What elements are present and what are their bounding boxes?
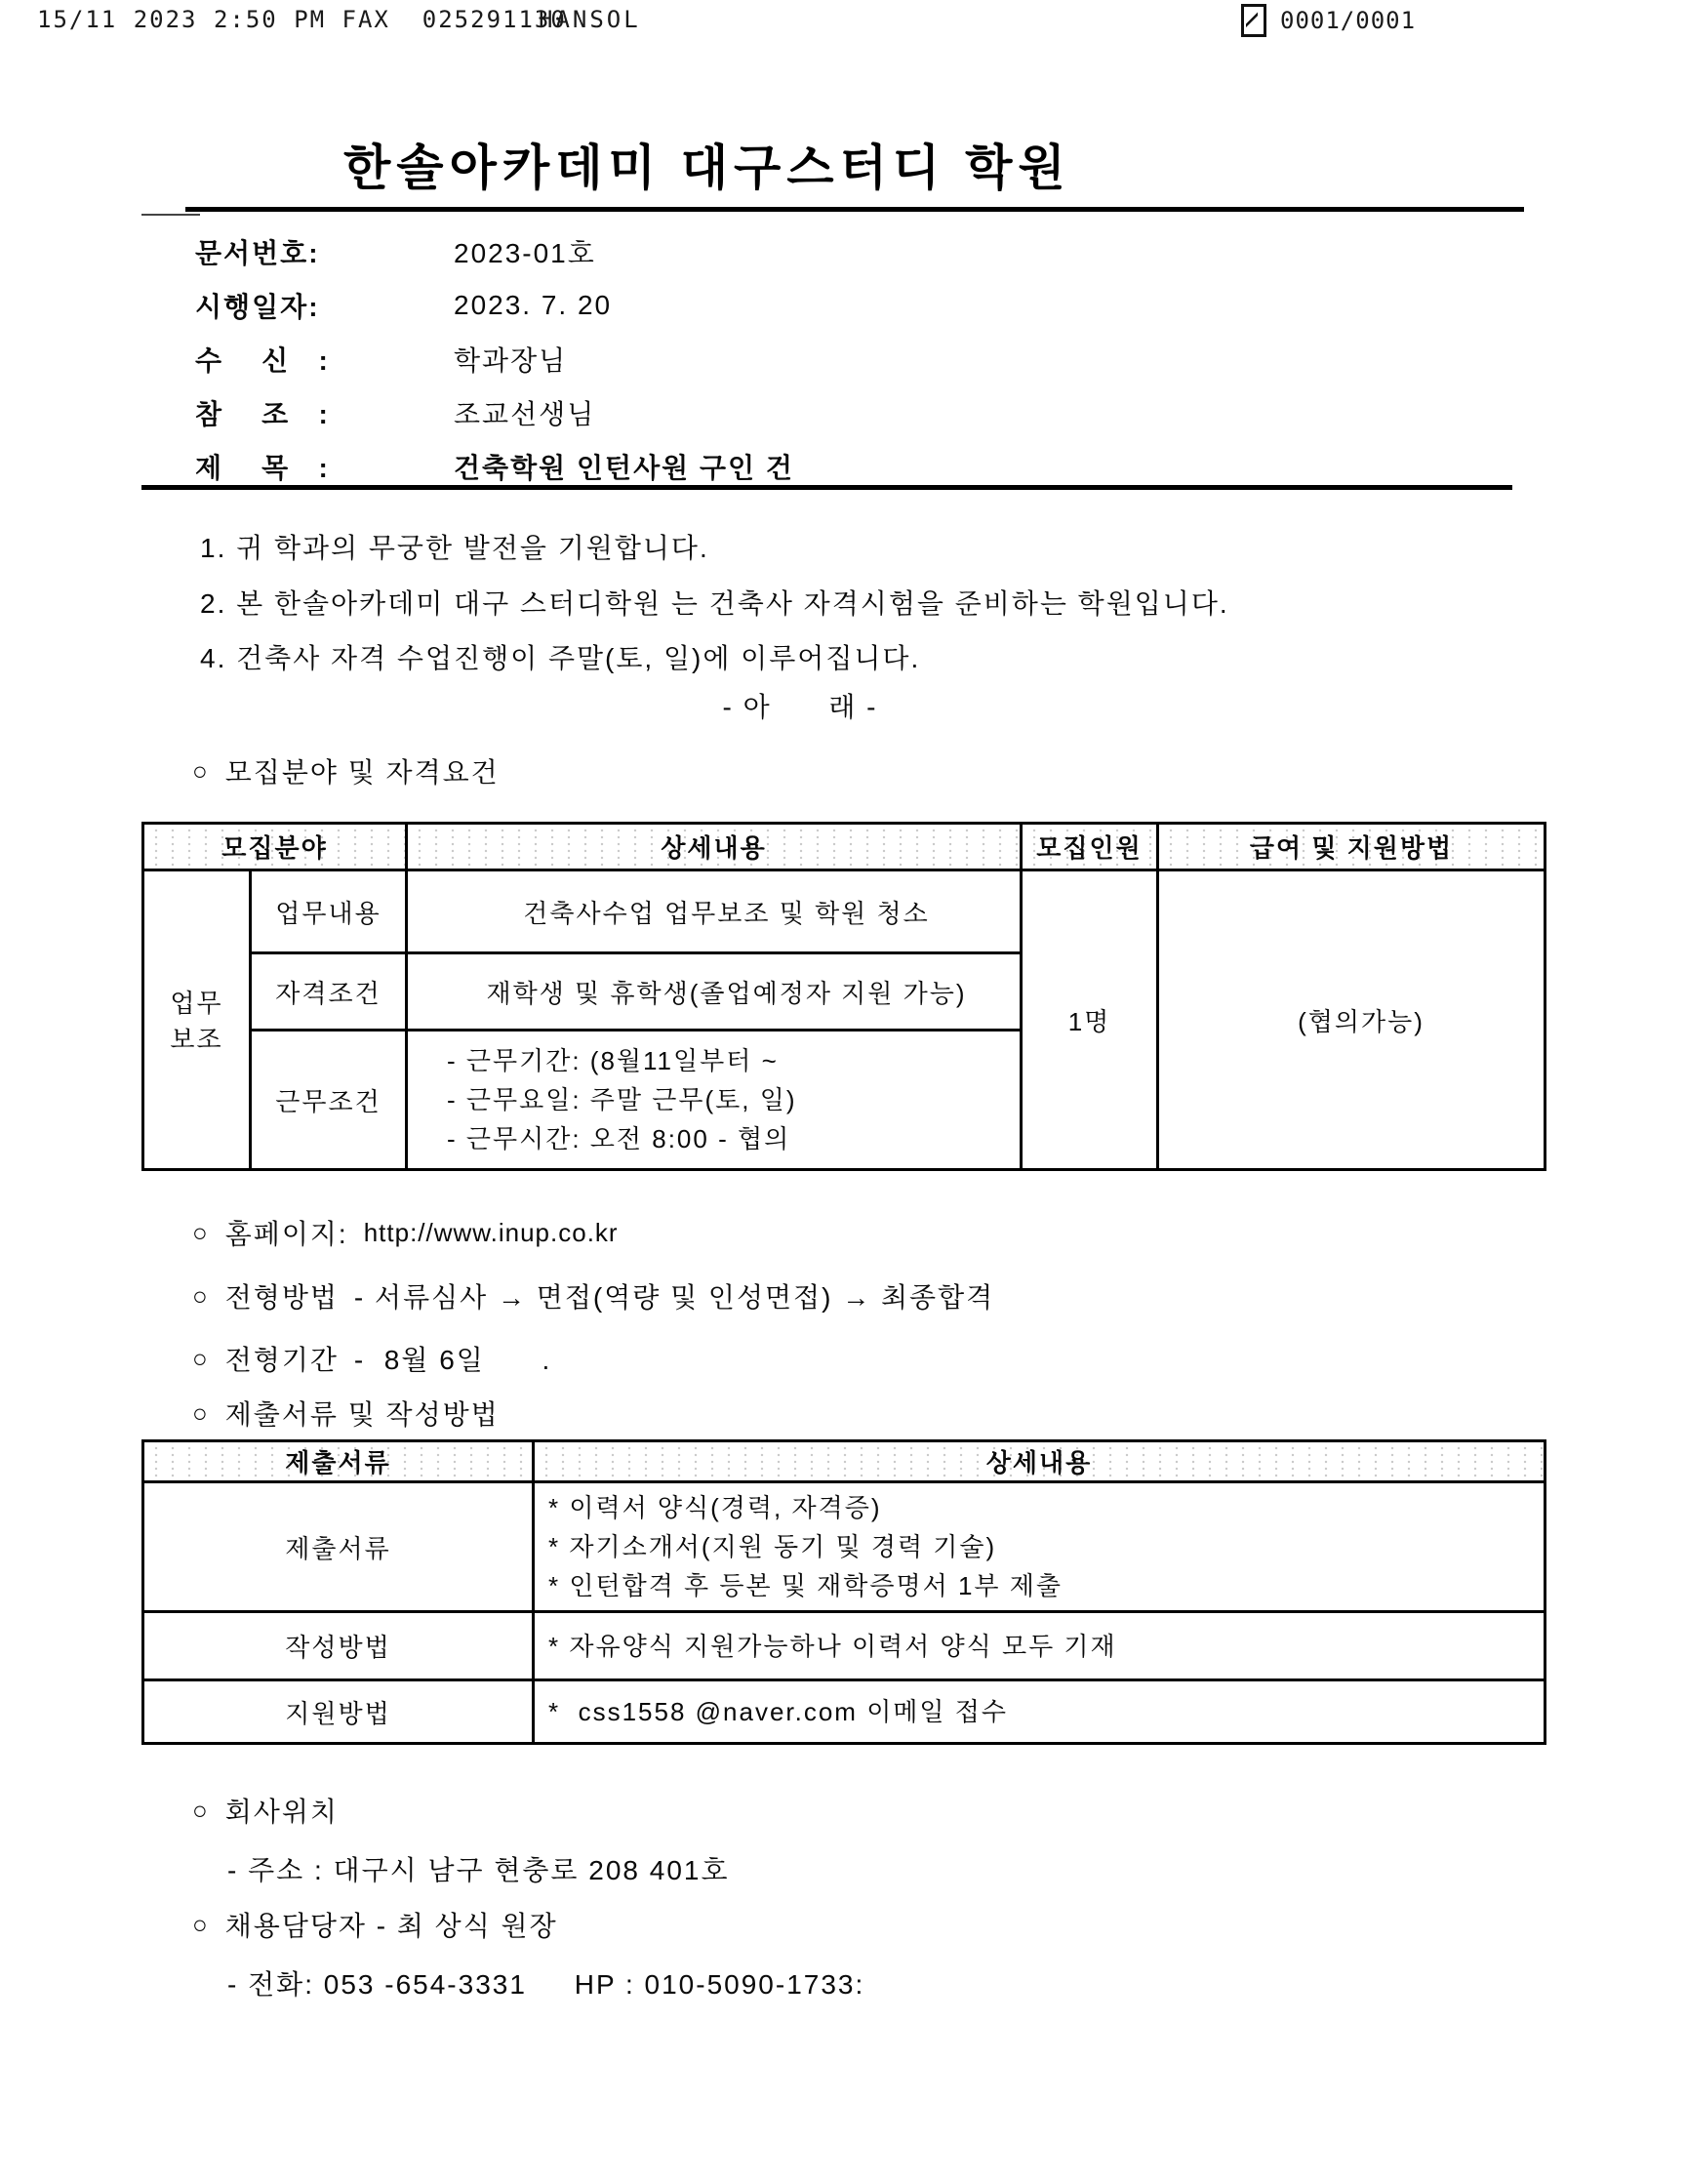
meta-recipient bbox=[195, 332, 794, 385]
table-row bbox=[143, 870, 1546, 953]
cell-row-label: 자격조건 bbox=[251, 953, 407, 1031]
cell-row-label: 지원방법 bbox=[143, 1680, 534, 1744]
cell-pay: (협의가능) bbox=[1158, 870, 1546, 1170]
meta-label: 참 조 : bbox=[195, 398, 330, 429]
address-line: - 주소 : 대구시 남구 현충로 208 401호 bbox=[227, 1855, 730, 1885]
process-text: - 서류심사 → 면접(역량 및 인성면접) → 최종합격 bbox=[353, 1282, 995, 1313]
cell-row-label: 근무조건 bbox=[251, 1031, 407, 1170]
recruit-table bbox=[141, 822, 1546, 1171]
col-header-field: 모집분야 bbox=[143, 824, 407, 870]
meta-label: 제 목 : bbox=[195, 452, 330, 483]
body-line-3: 4. 건축사 자격 수업진행이 주말(토, 일)에 이루어집니다. bbox=[200, 643, 921, 673]
circle-bullet: ○ bbox=[192, 1909, 210, 1939]
phone-line: - 전화: 053 -654-3331 HP : 010-5090-1733: bbox=[227, 1969, 865, 2000]
section-title-text: 채용담당자 - 최 상식 원장 bbox=[224, 1911, 558, 1941]
recruit-table-header-row bbox=[143, 824, 1546, 870]
cell-category: 업무보조 bbox=[143, 870, 251, 1170]
circle-bullet: ○ bbox=[192, 1280, 210, 1311]
meta-cc bbox=[195, 385, 794, 439]
contact-section-title bbox=[192, 1905, 558, 1944]
period-text: - 8월 6일 . bbox=[353, 1345, 552, 1375]
documents-table-header-row bbox=[143, 1441, 1546, 1482]
process-line bbox=[192, 1276, 994, 1315]
work-hours-line: - 근무시간: 오전 8:00 - 협의 bbox=[447, 1124, 791, 1153]
circle-bullet: ○ bbox=[192, 1217, 210, 1247]
circle-bullet: ○ bbox=[192, 1343, 210, 1373]
col-header-headcount: 모집인원 bbox=[1022, 824, 1158, 870]
period-label: 전형기간 bbox=[224, 1345, 339, 1375]
table-row bbox=[143, 1680, 1546, 1744]
body-line-1: 1. 귀 학과의 무궁한 발전을 기원합니다. bbox=[200, 533, 709, 563]
cell-row-content bbox=[407, 1031, 1022, 1170]
meta-label: 문서번호: bbox=[195, 237, 320, 268]
meta-label: 시행일자: bbox=[195, 291, 320, 322]
section-recruit-title bbox=[192, 751, 500, 790]
section-title-text: 회사위치 bbox=[224, 1797, 339, 1827]
table-row bbox=[143, 1482, 1546, 1612]
fax-page-count: 0001/0001 bbox=[1280, 7, 1417, 34]
col-header-detail: 상세내용 bbox=[534, 1441, 1546, 1482]
below-label: - 아 래 - bbox=[722, 692, 878, 722]
homepage-line bbox=[192, 1213, 619, 1252]
header-divider bbox=[141, 485, 1512, 490]
location-section-title bbox=[192, 1791, 339, 1830]
cell-row-label: 작성방법 bbox=[143, 1612, 534, 1680]
meta-value: 2023-01호 bbox=[454, 237, 596, 268]
fax-page-icon bbox=[1241, 4, 1266, 37]
section-title-text: 모집분야 및 자격요건 bbox=[224, 757, 500, 788]
meta-label: 수 신 : bbox=[195, 344, 330, 376]
document-title: 한솔아카데미 대구스터디 학원 bbox=[343, 141, 1071, 195]
fax-page-counter bbox=[1241, 4, 1416, 37]
table-row bbox=[143, 1612, 1546, 1680]
apply-email-line: * css1558 @naver.com 이메일 접수 bbox=[548, 1697, 1008, 1726]
fax-sender: HANSOL bbox=[539, 6, 641, 33]
period-line bbox=[192, 1339, 551, 1378]
meta-value: 조교선생님 bbox=[454, 398, 596, 429]
body-line-2: 2. 본 한솔아카데미 대구 스터디학원 는 건축사 자격시험을 준비하는 학원입니다. bbox=[200, 588, 1229, 619]
col-header-pay: 급여 및 지원방법 bbox=[1158, 824, 1546, 870]
certificate-line: * 인턴합격 후 등본 및 재학증명서 1부 제출 bbox=[548, 1571, 1063, 1600]
process-label: 전형방법 bbox=[224, 1282, 339, 1313]
fax-timestamp: 15/11 2023 2:50 PM FAX 025291130 bbox=[37, 6, 567, 33]
circle-bullet: ○ bbox=[192, 755, 210, 786]
cell-row-content: 재학생 및 휴학생(졸업예정자 지원 가능) bbox=[407, 953, 1022, 1031]
cell-row-content bbox=[534, 1612, 1546, 1680]
col-header-docs: 제출서류 bbox=[143, 1441, 534, 1482]
section-docs-title bbox=[192, 1394, 500, 1433]
documents-table bbox=[141, 1439, 1546, 1745]
meta-doc-number bbox=[195, 224, 794, 278]
cover-letter-line: * 자기소개서(지원 동기 및 경력 기술) bbox=[548, 1532, 997, 1561]
homepage-url: http://www.inup.co.kr bbox=[363, 1217, 619, 1247]
resume-line: * 이력서 양식(경력, 자격증) bbox=[548, 1493, 882, 1522]
circle-bullet: ○ bbox=[192, 1397, 210, 1428]
meta-issue-date bbox=[195, 278, 794, 332]
document-meta bbox=[195, 224, 794, 493]
meta-value: 건축학원 인턴사원 구인 건 bbox=[454, 452, 794, 483]
homepage-label: 홈페이지: bbox=[224, 1219, 348, 1249]
cell-row-label: 제출서류 bbox=[143, 1482, 534, 1612]
title-divider bbox=[185, 207, 1524, 212]
cell-row-content: 건축사수업 업무보조 및 학원 청소 bbox=[407, 870, 1022, 953]
col-header-detail: 상세내용 bbox=[407, 824, 1022, 870]
cell-row-content bbox=[534, 1680, 1546, 1744]
meta-value: 학과장님 bbox=[454, 344, 568, 376]
cell-row-label: 업무내용 bbox=[251, 870, 407, 953]
work-days-line: - 근무요일: 주말 근무(토, 일) bbox=[447, 1085, 797, 1114]
cell-row-content bbox=[534, 1482, 1546, 1612]
format-line: * 자유양식 지원가능하나 이력서 양식 모두 기재 bbox=[548, 1631, 1117, 1661]
cell-headcount: 1명 bbox=[1022, 870, 1158, 1170]
meta-value: 2023. 7. 20 bbox=[454, 289, 613, 320]
section-title-text: 제출서류 및 작성방법 bbox=[224, 1399, 500, 1430]
work-period-line: - 근무기간: (8월11일부터 ~ bbox=[447, 1046, 779, 1075]
circle-bullet: ○ bbox=[192, 1795, 210, 1825]
